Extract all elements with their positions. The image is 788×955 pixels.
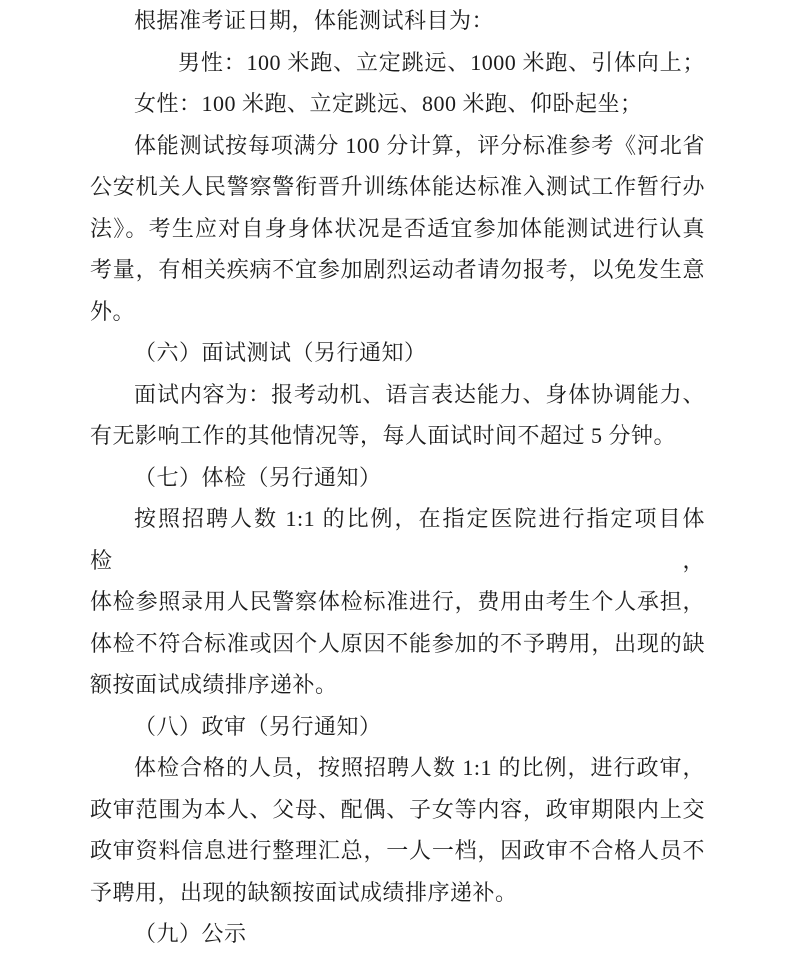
text-line: 面试内容为：报考动机、语言表达能力、身体协调能力、 bbox=[134, 381, 705, 407]
text-line: 公安机关人民警察警衔晋升训练体能达标准入测试工作暂行办 bbox=[90, 174, 705, 199]
text-line: 额按面试成绩排序递补。 bbox=[90, 672, 338, 697]
paragraph-physical-test-intro: 根据准考证日期，体能测试科目为： bbox=[134, 8, 495, 33]
text-line: 按照招聘人数 1:1 的比例，在指定医院进行指定项目体检， bbox=[90, 506, 705, 573]
text-line: 体检合格的人员，按照招聘人数 1:1 的比例，进行政审， bbox=[134, 755, 705, 780]
text-line: 体能测试按每项满分 100 分计算，评分标准参考《河北省 bbox=[134, 132, 705, 158]
section-heading-7-physical-exam: （七）体检（另行通知） bbox=[134, 464, 382, 490]
text-line: 政审范围为本人、父母、配偶、子女等内容，政审期限内上交 bbox=[90, 796, 705, 822]
text-line-female-subjects: 女性：100 米跑、立定跳远、800 米跑、仰卧起坐； bbox=[134, 91, 643, 116]
text-line-male-subjects: 男性：100 米跑、立定跳远、1000 米跑、引体向上； bbox=[178, 49, 705, 75]
section-heading-6-interview: （六）面试测试（另行通知） bbox=[134, 340, 427, 365]
text-line: 法》。考生应对自身身体状况是否适宜参加体能测试进行认真 bbox=[90, 215, 705, 241]
text-line: 外。 bbox=[90, 298, 136, 324]
section-heading-8-political-review: （八）政审（另行通知） bbox=[134, 713, 382, 739]
text-line: 政审资料信息进行整理汇总，一人一档，因政审不合格人员不 bbox=[90, 838, 705, 863]
text-line: 予聘用，出现的缺额按面试成绩排序递补。 bbox=[90, 879, 518, 905]
section-heading-9-public-notice: （九）公示 bbox=[134, 921, 247, 946]
text-line: 体检参照录用人民警察体检标准进行，费用由考生个人承担， bbox=[90, 589, 705, 614]
text-line: 有无影响工作的其他情况等，每人面试时间不超过 5 分钟。 bbox=[90, 423, 677, 448]
text-line: 体检不符合标准或因个人原因不能参加的不予聘用，出现的缺 bbox=[90, 630, 705, 656]
text-line: 考量，有相关疾病不宜参加剧烈运动者请勿报考，以免发生意 bbox=[90, 257, 705, 282]
